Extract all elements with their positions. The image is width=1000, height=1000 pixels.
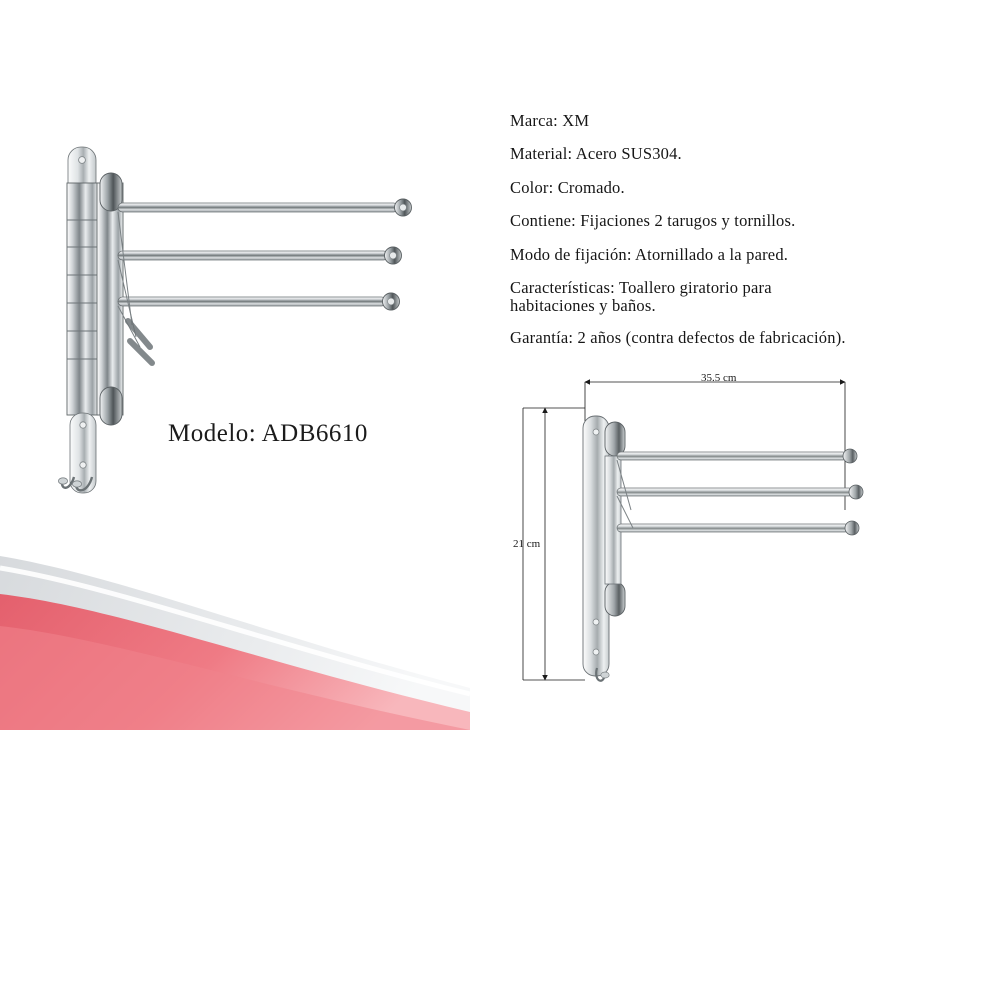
dimension-swivel-caps [605,422,625,616]
spec-key: Características: [510,278,615,298]
spec-value: Acero SUS304. [575,144,682,164]
specification-list [510,112,980,363]
vertical-post [67,183,123,415]
spec-value: Cromado. [557,177,625,197]
spec-row [510,179,980,198]
dimension-diagram-svg [505,360,985,710]
towel-rack-illustration-svg [40,125,460,515]
swivel-cap-bottom [100,387,122,425]
swing-arm-1 [118,199,412,216]
spec-row [510,112,980,131]
towel-rack-illustration [40,125,460,515]
spec-key: Garantía: [510,328,574,348]
spec-value: Atornillado a la pared. [635,244,789,264]
spec-key: Contiene: [510,211,576,231]
spec-row [510,246,980,265]
spec-value: 2 años (contra defectos de fabricación). [577,328,846,348]
decorative-swoosh-svg [0,540,470,730]
spec-value: Fijaciones 2 tarugos y tornillos. [580,211,796,231]
swing-arm-2 [118,247,402,264]
dimension-swing-arm-1 [617,449,857,463]
spec-value: XM [562,111,590,130]
dimension-height-label: 21 cm [513,538,541,550]
dimension-swing-arm-3 [617,521,859,535]
spec-key: Color: [510,177,554,197]
swing-arm-3 [118,293,400,310]
model-label: Modelo: [168,420,257,447]
spec-row [510,145,980,164]
dimension-width-label: 35.5 cm [701,372,737,384]
spec-value: Toallero giratorio para [618,278,772,298]
model-caption [168,420,368,448]
spec-row [510,279,980,316]
spec-value-line2: habitaciones y baños. [510,296,656,316]
model-value: ADB6610 [261,420,368,447]
spec-row [510,212,980,231]
towel-rack-dimension-diagram [505,360,985,710]
dimension-swing-arm-2 [617,485,863,499]
spec-key: Material: [510,144,573,164]
spec-key: Modo de fijación: [510,244,632,264]
spec-key: Marca: [510,111,558,130]
spec-row [510,329,980,348]
decorative-swoosh-band [0,540,470,730]
